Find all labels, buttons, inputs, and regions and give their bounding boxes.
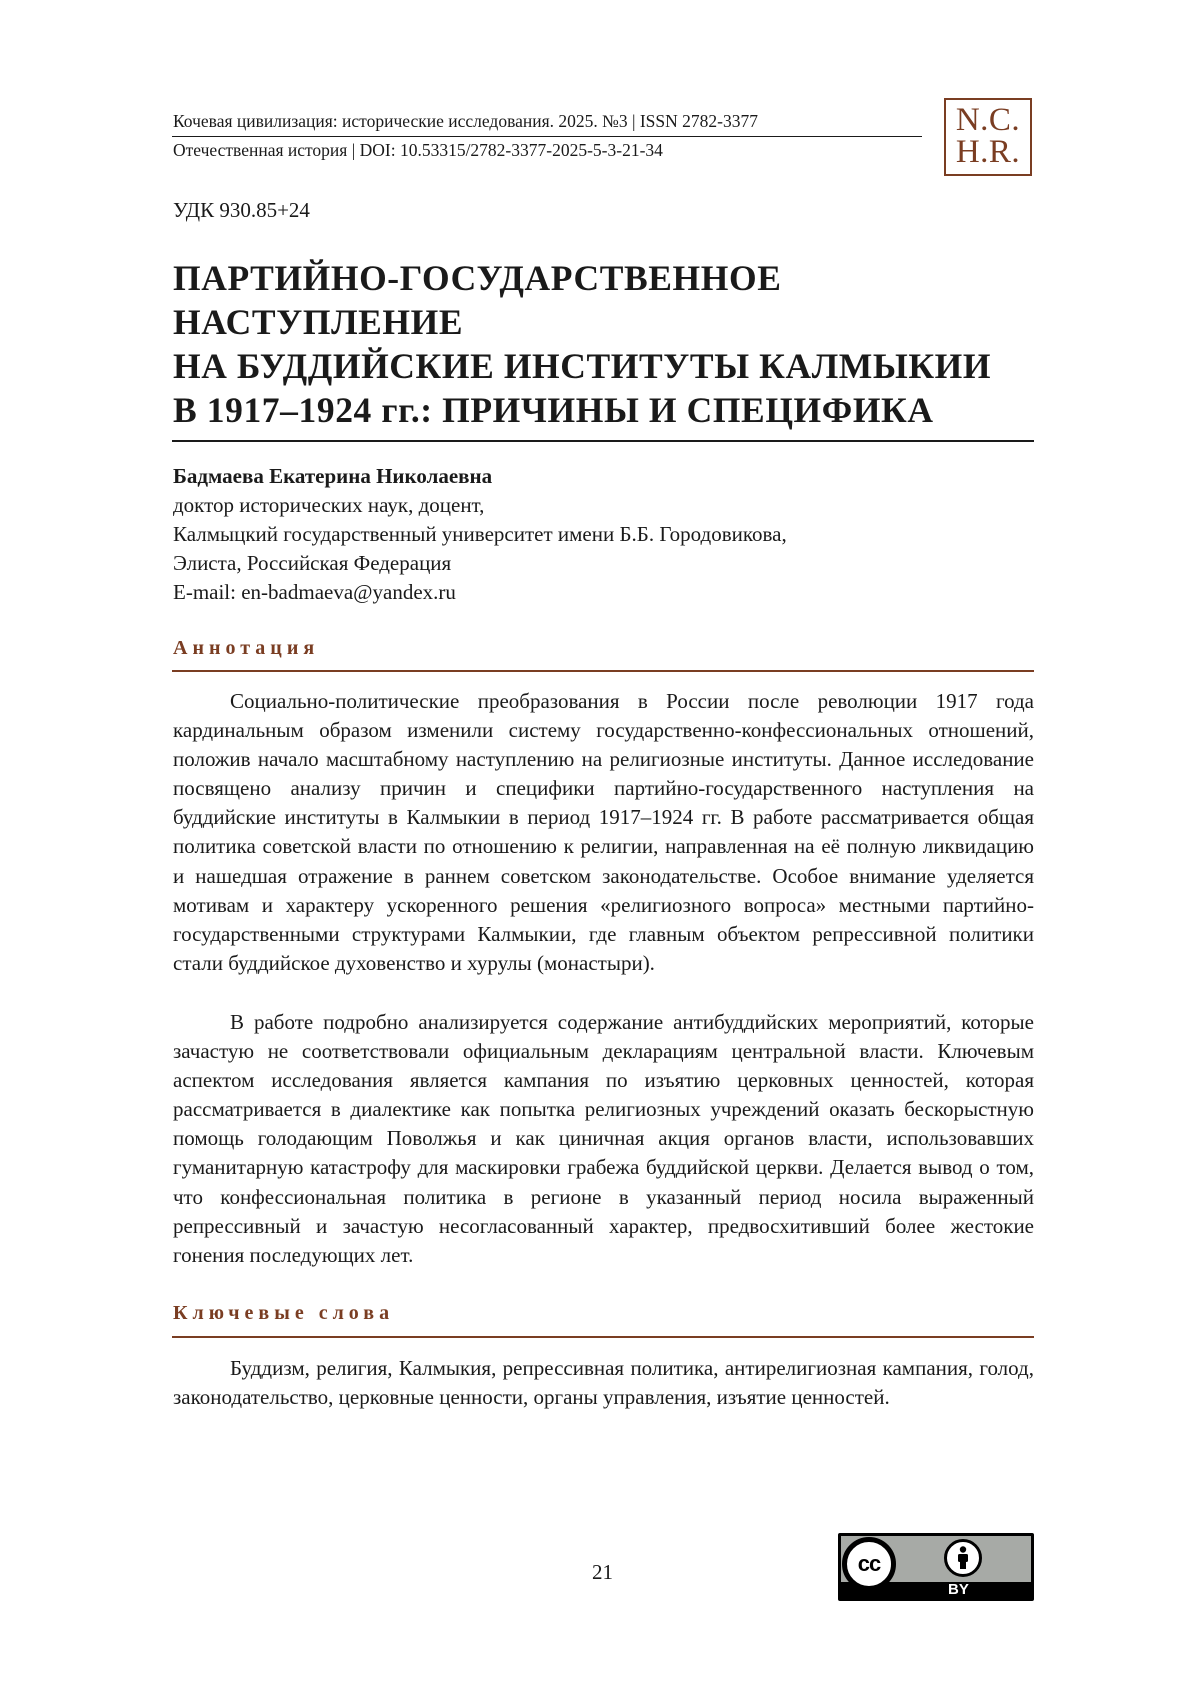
abstract-divider [172,670,1034,672]
journal-title-line: Кочевая цивилизация: исторические исследования. 2025. №3 | ISSN 2782-3377 [173,111,758,131]
author-name: Бадмаева Екатерина Николаевна [173,464,493,488]
journal-logo [944,98,1032,176]
abstract-heading: Аннотация [173,637,320,659]
keywords-heading: Ключевые слова [173,1302,395,1324]
author-affiliation: Калмыцкий государственный университет имени Б.Б. Городовикова, [173,522,787,546]
title-line-1: ПАРТИЙНО-ГОСУДАРСТВЕННОЕ [173,258,782,298]
logo-top-text: N.C. [955,102,1021,138]
title-divider [172,440,1034,442]
attribution-person-icon [944,1539,982,1577]
author-location: Элиста, Российская Федерация [173,551,452,575]
title-line-3: НА БУДДИЙСКИЕ ИНСТИТУТЫ КАЛМЫКИИ [173,346,992,386]
udk-code: УДК 930.85+24 [173,198,310,222]
by-label: BY [948,1581,969,1598]
keywords-text: Буддизм, религия, Калмыкия, репрессивная политика, антирелигиозная кампания, голод, законодательство, церковные ценности, органы управления, изъятие ценностей. [173,1356,1034,1410]
title-line-2: НАСТУПЛЕНИЕ [173,302,464,342]
article-title [173,256,1043,432]
author-degree: доктор исторических наук, доцент, [173,493,485,517]
logo-bottom-text: H.R. [955,134,1021,170]
doi-line: Отечественная история | DOI: 10.53315/2782-3377-2025-5-3-21-34 [173,140,663,160]
keywords-divider [172,1336,1034,1338]
header-divider [172,136,922,137]
author-email[interactable]: E-mail: en-badmaeva@yandex.ru [173,580,456,604]
title-line-4: В 1917–1924 гг.: ПРИЧИНЫ И СПЕЦИФИКА [173,390,934,430]
cc-by-license-badge[interactable] [838,1533,1034,1601]
abstract-paragraph-1: Социально-политические преобразования в России после революции 1917 года кардинальным образом изменили систему государственно-конфессиональных отношений, положив начало масштабному наступлению на религиозные институты. Данное исследование посвящено анализу причин и специфики партийно-государственного наступления на буддийские институты в Калмыкии в период 1917–1924 гг. В работе рассматривается общая политика советской власти по отношению к религии, направленная на её полную ликвидацию и нашедшая отражение в раннем советском законодательстве. Особое внимание уделяется мотивам и характеру ускоренного решения «религиозного вопроса» местными партийно-государственными структурами Калмыкии, где главным объектом репрессивной политики стали буддийское духовенство и хурулы (монастыри). [173,689,1034,975]
abstract-paragraph-2: В работе подробно анализируется содержание антибуддийских мероприятий, которые зачастую не соответствовали официальным декларациям центральной власти. Ключевым аспектом исследования является кампания по изъятию церковных ценностей, которая рассматривается в диалектике как попытка религиозных учреждений оказать бескорыстную помощь голодающим Поволжья и как циничная акция органов власти, использовавших гуманитарную катастрофу для маскировки грабежа буддийской церкви. Делается вывод о том, что конфессиональная политика в регионе в указанный период носила выраженный репрессивный и зачастую несогласованный характер, предвосхитивший более жестокие гонения последующих лет. [173,1010,1034,1267]
cc-icon: cc [842,1537,896,1591]
author-block [173,462,1033,607]
page-number: 21 [592,1560,613,1584]
